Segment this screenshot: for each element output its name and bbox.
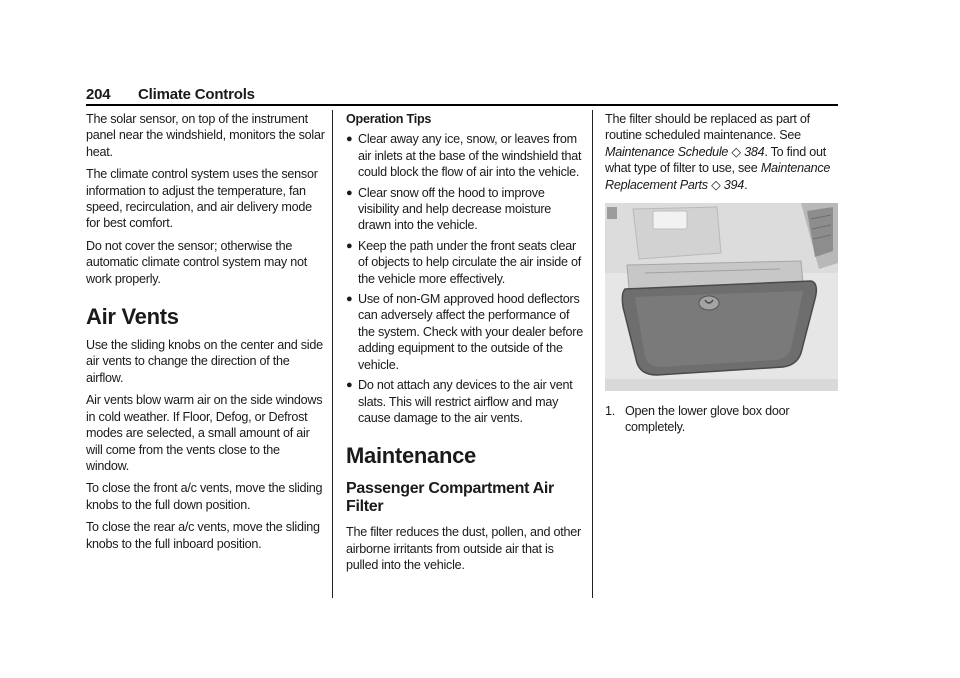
text-span: . To find out what type of filter to use, see (605, 144, 826, 176)
column-divider-2 (592, 110, 593, 598)
bullet-icon: ● (346, 293, 353, 306)
paragraph: Do not cover the sensor; otherwise the automatic climate control system may not work properly. (86, 238, 307, 286)
paragraph: The climate control system uses the sensor information to adjust the temperature, fan speed, recirculation, and air delivery mode for best comfort. (86, 167, 318, 231)
step-number: 1. (605, 404, 616, 419)
bullet-icon: ● (346, 239, 353, 252)
list-item (346, 185, 584, 234)
list-item (346, 238, 584, 287)
paragraph: To close the front a/c vents, move the sliding knobs to the full down position. (86, 481, 323, 512)
steps-list (605, 403, 840, 436)
header-rule (86, 104, 838, 106)
operation-tips-heading: Operation Tips (346, 112, 432, 126)
column-2 (346, 111, 584, 580)
paragraph: Use the sliding knobs on the center and side air vents to change the direction of the airflow. (86, 338, 323, 385)
filter-replacement-paragraph (605, 111, 840, 193)
paragraph: To close the rear a/c vents, move the sliding knobs to the full inboard position. (86, 520, 320, 551)
column-divider-1 (332, 110, 333, 598)
section-title: Climate Controls (138, 86, 255, 103)
page-ref[interactable]: 384 (744, 144, 765, 159)
column-1 (86, 111, 326, 558)
paragraph: The solar sensor, on top of the instrument panel near the windshield, monitors the solar heat. (86, 112, 325, 159)
maintenance-heading: Maintenance (346, 443, 476, 469)
air-vents-heading: Air Vents (86, 304, 179, 330)
bullet-icon: ● (346, 133, 353, 146)
page-ref-icon: ◇ (711, 177, 721, 192)
bullet-icon: ● (346, 379, 353, 392)
bullet-icon: ● (346, 186, 353, 199)
replacement-parts-link[interactable]: Maintenance Replacement Parts (605, 161, 831, 192)
list-item (346, 291, 584, 373)
page-ref-icon: ◇ (731, 144, 741, 159)
page-ref[interactable]: 394 (723, 177, 745, 192)
list-item-text: Clear away any ice, snow, or leaves from air inlets at the base of the windshield that could block the flow of air into the vehicle. (358, 132, 582, 180)
list-item (605, 403, 840, 436)
list-item (346, 131, 584, 180)
text-span: . (744, 177, 748, 192)
air-filter-heading: Passenger Compartment Air Filter (346, 480, 554, 516)
glove-box-illustration (605, 203, 838, 391)
paragraph: Air vents blow warm air on the side windows in cold weather. If Floor, Defog, or Defrost modes are selected, a small amount of air will come from the vents close to the window. (86, 393, 323, 473)
paragraph: The filter reduces the dust, pollen, and other airborne irritants from outside air that is pulled into the vehicle. (346, 525, 581, 573)
page-number: 204 (86, 86, 111, 103)
tips-list (346, 131, 584, 426)
list-item (346, 377, 584, 426)
list-item-text: Keep the path under the front seats clear of objects to help circulate the air inside of the vehicle more effectively. (358, 238, 582, 286)
list-item-text: Clear snow off the hood to improve visibility and help decrease moisture drawn into the vehicle. (358, 185, 552, 233)
step-text: Open the lower glove box door completely. (625, 404, 790, 435)
list-item-text: Use of non-GM approved hood deflectors can adversely affect the performance of the system. Check with your dealer before adding equipment to the outside of the vehicle. (358, 292, 583, 372)
maintenance-schedule-link[interactable]: Maintenance Schedule (605, 144, 729, 159)
text-span: The filter should be replaced as part of routine scheduled maintenance. See (605, 112, 810, 143)
page-header (86, 82, 838, 104)
list-item-text: Do not attach any devices to the air vent slats. This will restrict airflow and may cause damage to the air vents. (358, 378, 573, 425)
column-3 (605, 111, 840, 436)
